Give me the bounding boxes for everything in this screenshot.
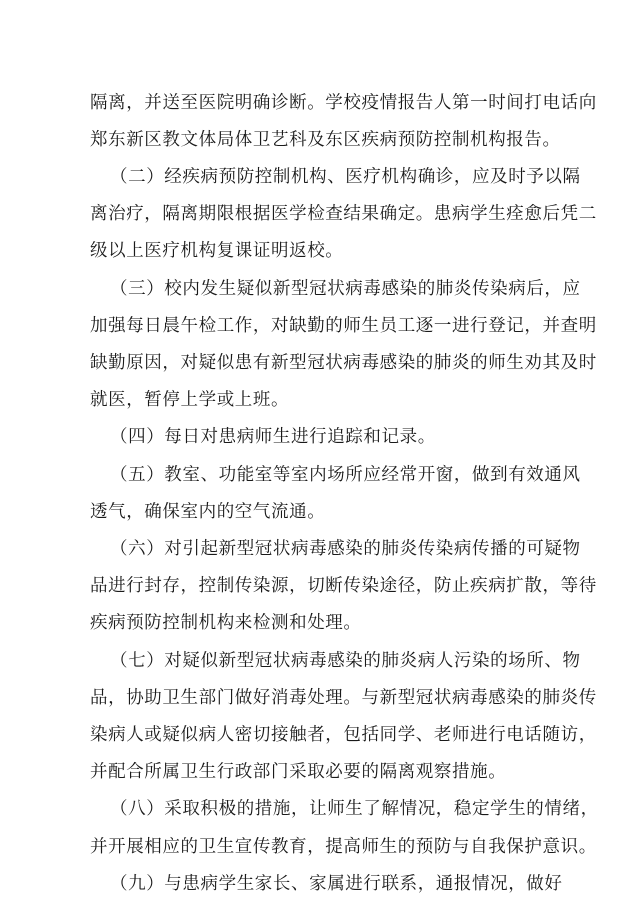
paragraph-line: 品进行封存，控制传染源，切断传染途径，防止疾病扩散，等待 bbox=[90, 576, 597, 596]
paragraph-line: （五）教室、功能室等室内场所应经常开窗，做到有效通风 bbox=[110, 465, 581, 485]
paragraph-line: 缺勤原因，对疑似患有新型冠状病毒感染的肺炎的师生劝其及时 bbox=[90, 353, 597, 373]
paragraph-line: 疾病预防控制机构来检测和处理。 bbox=[90, 613, 362, 633]
paragraph-line: （三）校内发生疑似新型冠状病毒感染的肺炎传染病后，应 bbox=[110, 279, 581, 299]
paragraph-line: （八）采取积极的措施，让师生了解情况，稳定学生的情绪， bbox=[110, 799, 599, 819]
paragraph-line: 隔离，并送至医院明确诊断。学校疫情报告人第一时间打电话向 bbox=[90, 93, 597, 113]
paragraph-line: 品，协助卫生部门做好消毒处理。与新型冠状病毒感染的肺炎传 bbox=[90, 688, 597, 708]
paragraph-line: 并开展相应的卫生宣传教育，提高师生的预防与自我保护意识。 bbox=[90, 837, 597, 857]
paragraph-line: （二）经疾病预防控制机构、医疗机构确诊，应及时予以隔 bbox=[110, 167, 581, 187]
paragraph-line: 加强每日晨午检工作，对缺勤的师生员工逐一进行登记，并查明 bbox=[90, 316, 597, 336]
paragraph-line: 离治疗，隔离期限根据医学检查结果确定。患病学生痊愈后凭二 bbox=[90, 204, 597, 224]
paragraph-line: 级以上医疗机构复课证明返校。 bbox=[90, 241, 344, 261]
paragraph-line: （七）对疑似新型冠状病毒感染的肺炎病人污染的场所、物 bbox=[110, 651, 581, 671]
paragraph-line: （四）每日对患病师生进行追踪和记录。 bbox=[110, 427, 436, 447]
paragraph-line: 郑东新区教文体局体卫艺科及东区疾病预防控制机构报告。 bbox=[90, 130, 561, 150]
paragraph-line: 并配合所属卫生行政部门采取必要的隔离观察措施。 bbox=[90, 762, 507, 782]
paragraph-line: 就医，暂停上学或上班。 bbox=[90, 390, 290, 410]
paragraph-line: （九）与患病学生家长、家属进行联系，通报情况，做好 bbox=[110, 874, 563, 894]
paragraph-line: 透气，确保室内的空气流通。 bbox=[90, 502, 326, 522]
paragraph-line: （六）对引起新型冠状病毒感染的肺炎传染病传播的可疑物 bbox=[110, 539, 581, 559]
paragraph-line: 染病人或疑似病人密切接触者，包括同学、老师进行电话随访， bbox=[90, 725, 597, 745]
